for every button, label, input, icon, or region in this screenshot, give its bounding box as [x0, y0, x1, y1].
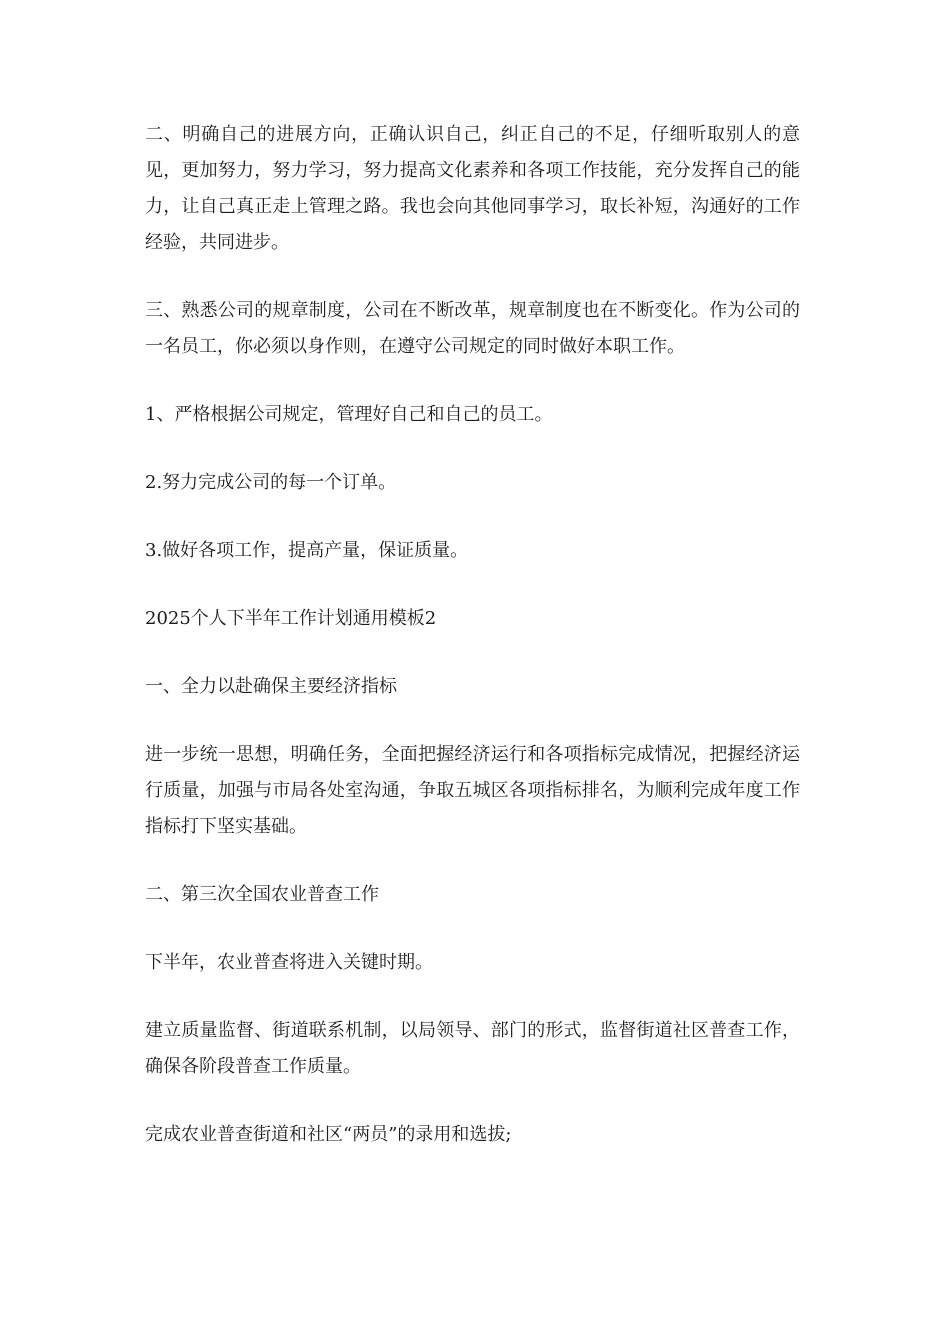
paragraph-9: 二、第三次全国农业普查工作: [145, 884, 379, 905]
paragraph-4: 2.努力完成公司的每一个订单。: [145, 472, 397, 493]
paragraph-8: 进一步统一思想，明确任务，全面把握经济运行和各项指标完成情况，把握经济运行质量，加强与市局各处室沟通，争取五城区各项指标排名，为顺利完成年度工作指标打下坚实基础。: [145, 744, 800, 837]
section-title: 2025个人下半年工作计划通用模板2: [145, 608, 437, 629]
paragraph-2: 三、熟悉公司的规章制度，公司在不断改革，规章制度也在不断变化。作为公司的一名员工，你必须以身作则，在遵守公司规定的同时做好本职工作。: [145, 300, 800, 357]
paragraph-3: 1、严格根据公司规定，管理好自己和自己的员工。: [145, 404, 553, 425]
paragraph-11: 建立质量监督、街道联系机制，以局领导、部门的形式，监督街道社区普查工作，确保各阶段普查工作质量。: [145, 1020, 800, 1077]
paragraph-1: 二、明确自己的进展方向，正确认识自己，纠正自己的不足，仔细听取别人的意见，更加努力，努力学习，努力提高文化素养和各项工作技能，充分发挥自己的能力，让自己真正走上管理之路。我也会向其他同事学习，取长补短，沟通好的工作经验，共同进步。: [145, 124, 800, 253]
paragraph-7: 一、全力以赴确保主要经济指标: [145, 676, 397, 697]
paragraph-10: 下半年，农业普查将进入关键时期。: [145, 952, 433, 973]
paragraph-12: 完成农业普查街道和社区“两员”的录用和选拔;: [145, 1124, 512, 1145]
document-body: [145, 117, 800, 1185]
paragraph-5: 3.做好各项工作，提高产量，保证质量。: [145, 540, 469, 561]
